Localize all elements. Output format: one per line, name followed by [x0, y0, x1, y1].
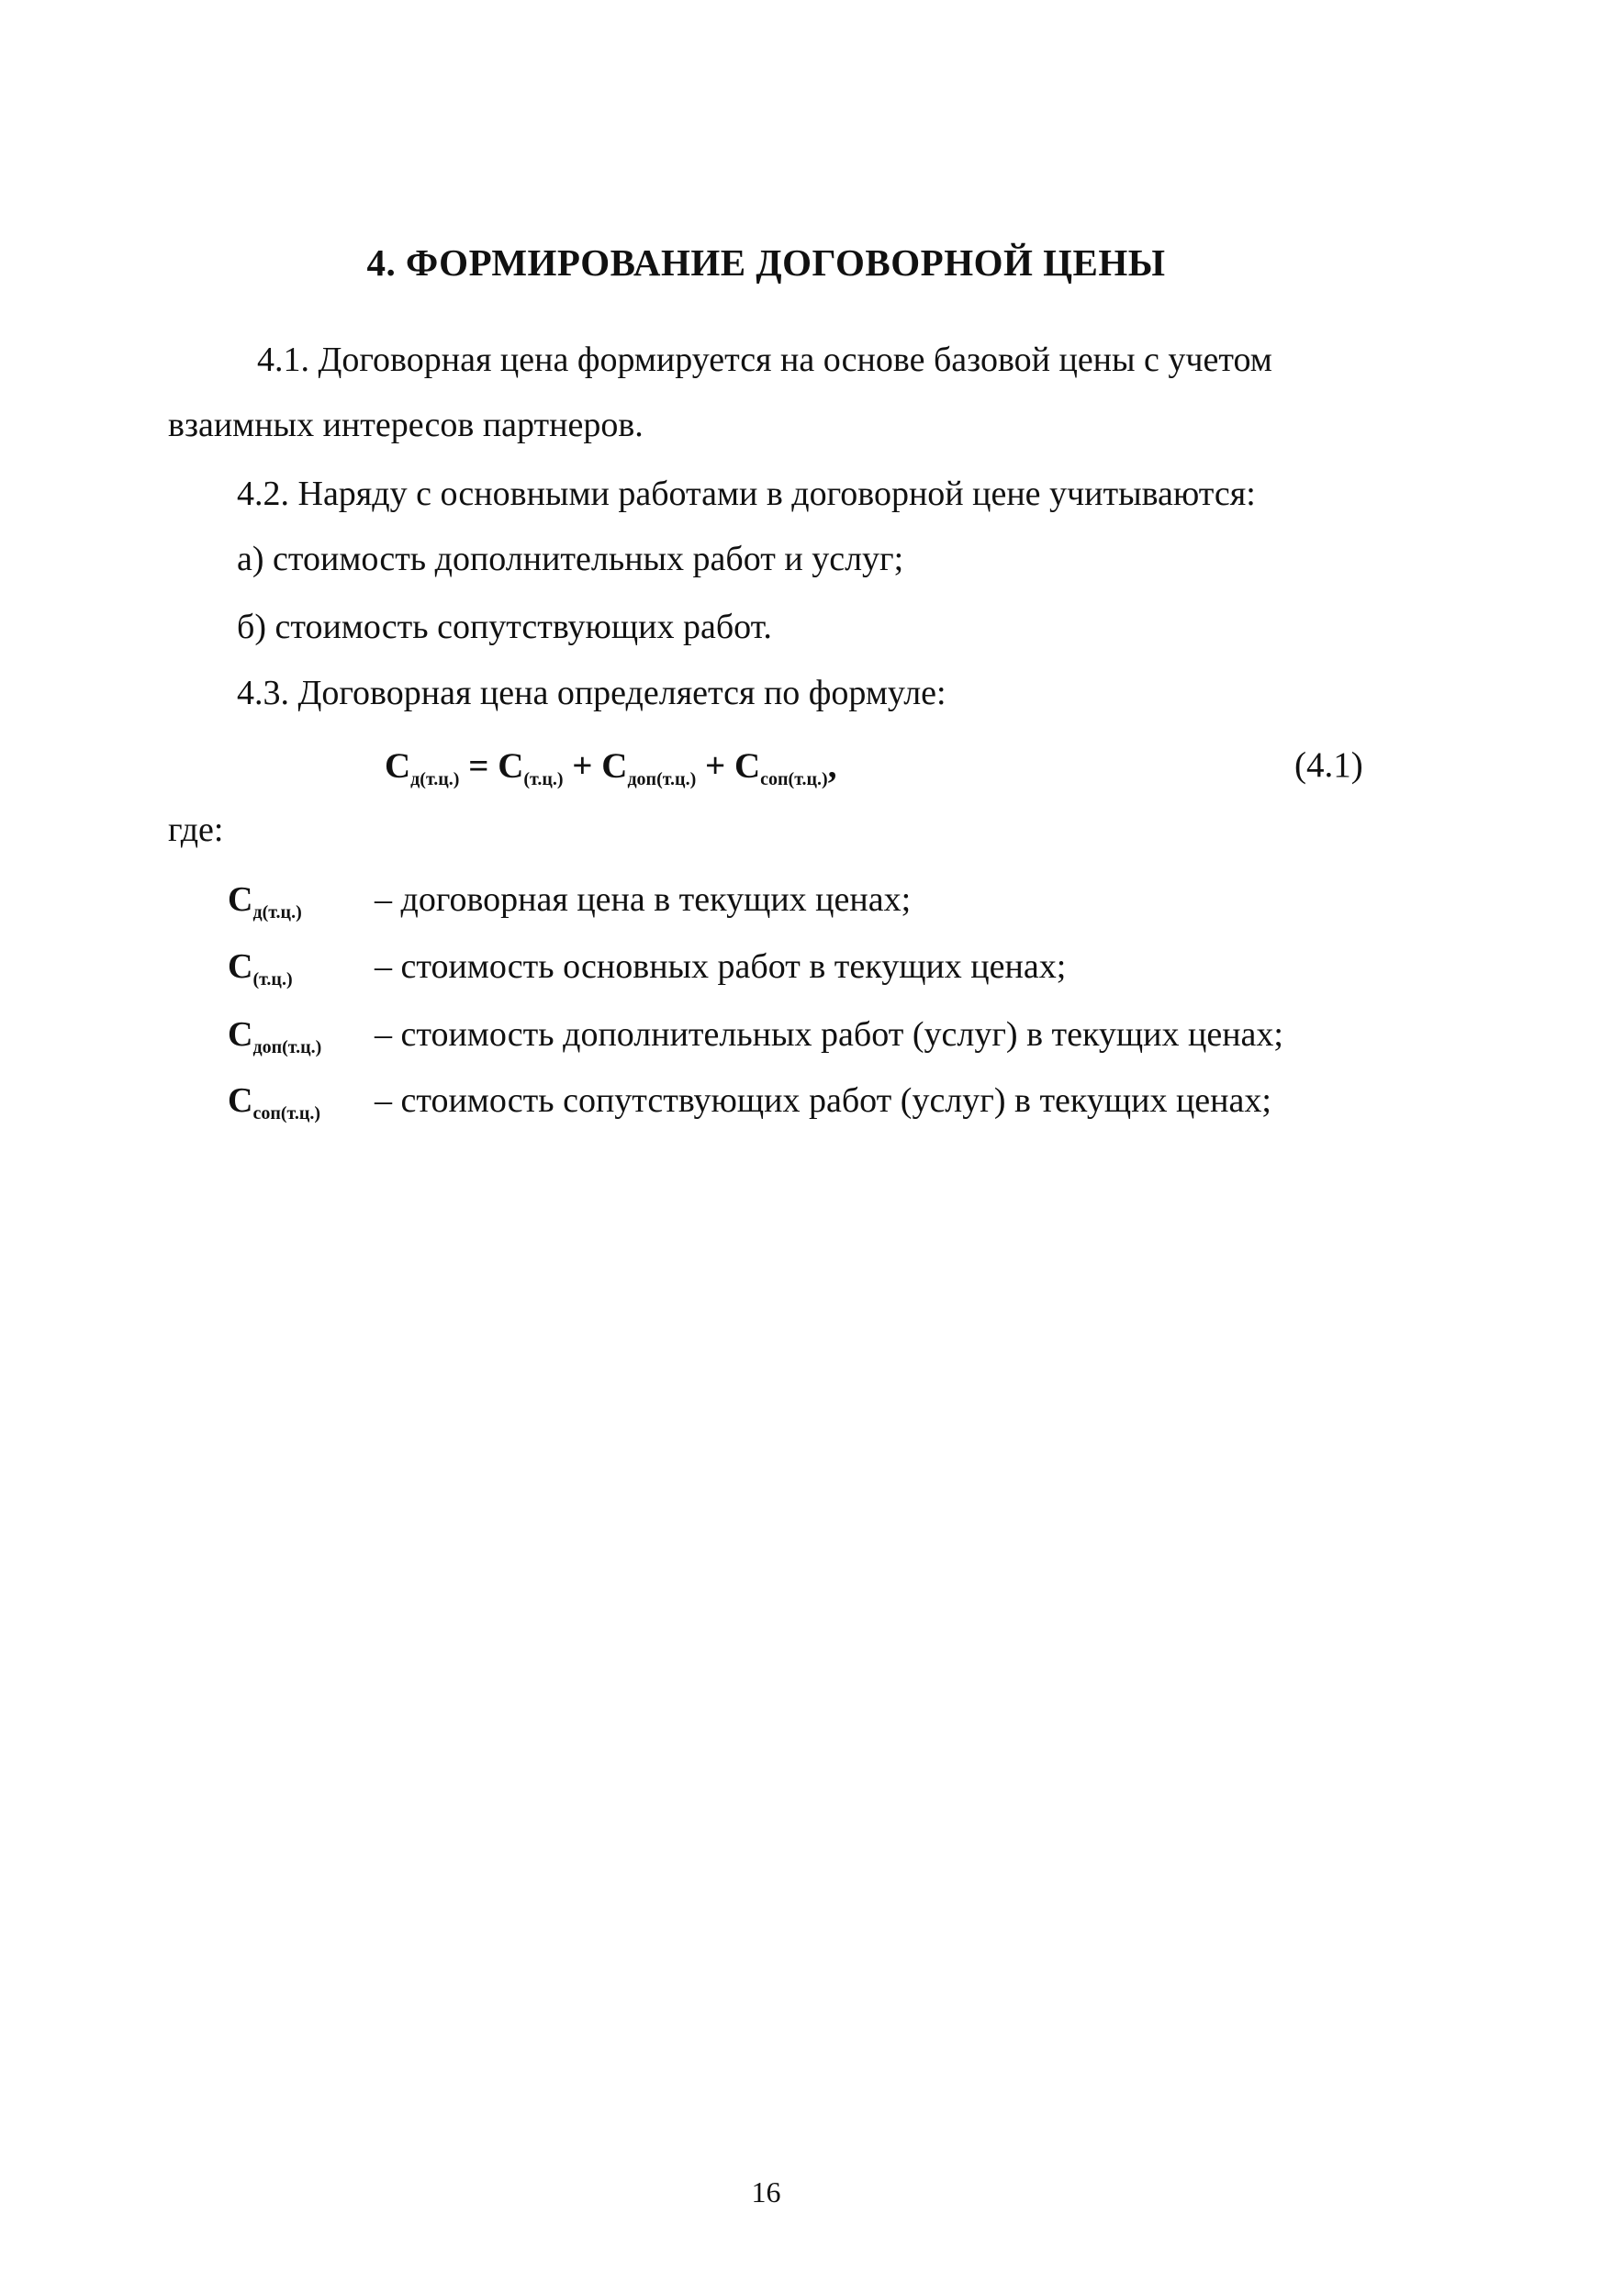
- list-item-a: а) стоимость дополнительных работ и услуг;: [237, 540, 904, 578]
- paragraph-4-2: 4.2. Наряду с основными работами в договорной цене учитываются:: [237, 475, 1256, 513]
- formula-plus: +: [696, 746, 734, 786]
- page-number: 16: [751, 2175, 781, 2208]
- where-label: где:: [168, 811, 224, 849]
- formula-term-accompanying: $С_{соп(т.ц.)}$: [734, 746, 828, 789]
- definition-text: – стоимость дополнительных работ (услуг) в текущих ценах;: [375, 1015, 1283, 1054]
- definition-text: – договорная цена в текущих ценах;: [375, 880, 912, 919]
- formula-term-additional: $С_{доп(т.ц.)}$: [601, 746, 697, 789]
- formula-lhs: $С_{д(т.ц.)}$: [385, 746, 460, 789]
- definition-symbol: $С_{(т.ц.)}$: [228, 947, 293, 990]
- paragraph-4-1-line-2: взаимных интересов партнеров.: [168, 406, 644, 444]
- formula-plus: +: [563, 746, 602, 786]
- paragraph-4-3: 4.3. Договорная цена определяется по формуле:: [237, 674, 946, 712]
- definition-symbol: $С_{д(т.ц.)}$: [228, 880, 302, 923]
- formula-equals: =: [459, 746, 498, 786]
- definition-text: – стоимость сопутствующих работ (услуг) в текущих ценах;: [375, 1081, 1271, 1120]
- formula-number: (4.1): [1294, 745, 1363, 785]
- paragraph-4-1-line-1: 4.1. Договорная цена формируется на основе базовой цены с учетом: [257, 341, 1272, 379]
- formula-4-1: [385, 745, 836, 790]
- formula-term-base: $С_{(т.ц.)}$: [498, 746, 564, 789]
- list-item-b: б) стоимость сопутствующих работ.: [237, 608, 772, 646]
- section-heading: 4. ФОРМИРОВАНИЕ ДОГОВОРНОЙ ЦЕНЫ: [366, 241, 1166, 284]
- definition-symbol: $С_{соп(т.ц.)}$: [228, 1081, 321, 1124]
- formula-comma: ,: [827, 746, 837, 786]
- definition-symbol: $С_{доп(т.ц.)}$: [228, 1015, 322, 1057]
- definition-text: – стоимость основных работ в текущих ценах;: [375, 947, 1067, 986]
